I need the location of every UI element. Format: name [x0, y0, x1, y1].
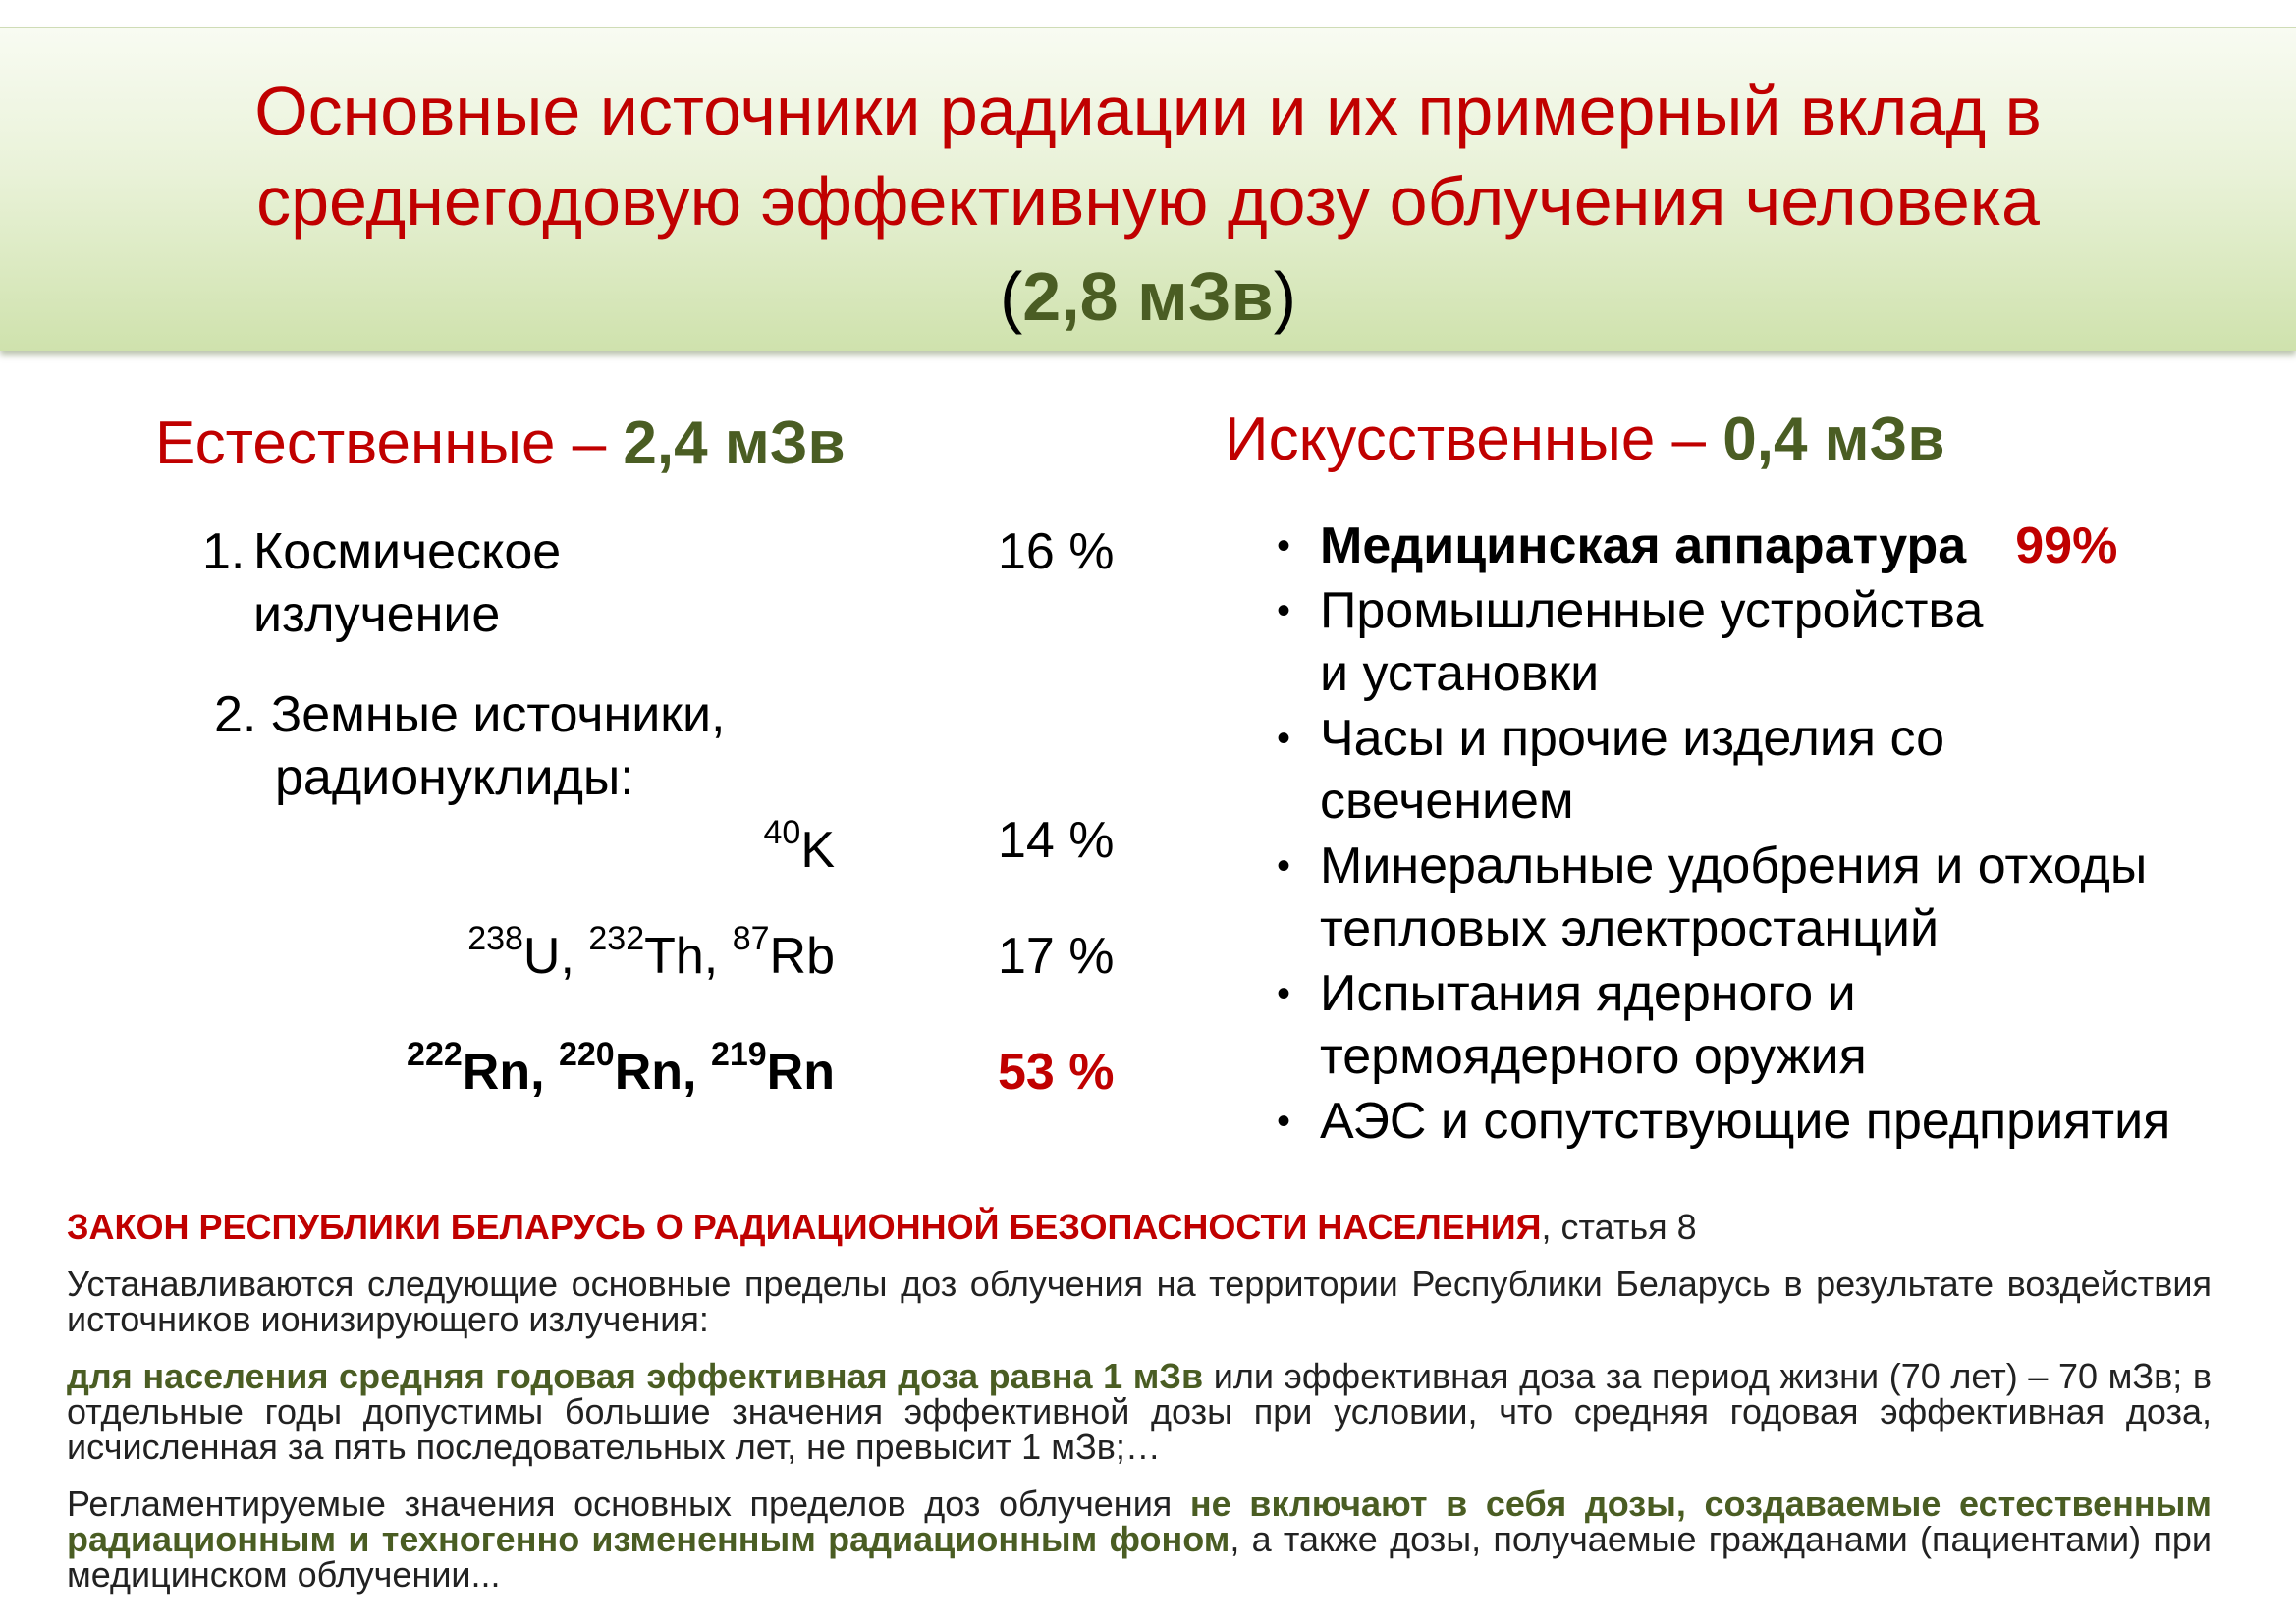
bullet-icon: • [1277, 972, 1291, 1015]
cosmic-item-number: 1. [202, 523, 246, 580]
rn222-symbol: Rn, [462, 1044, 559, 1101]
dose-open-paren: ( [999, 258, 1023, 335]
medical-label: Медицинская аппаратура [1320, 517, 1967, 574]
list-item-npp [1277, 1090, 2278, 1153]
list-item-fertilizers [1277, 835, 2278, 960]
fertilizers-line-1: Минеральные удобрения и отходы [1320, 838, 2148, 894]
slide-title [0, 28, 2296, 246]
cosmic-item-line-2: излучение [253, 586, 501, 643]
fertilizers-line-2: тепловых электростанций [1320, 900, 1939, 957]
title-line-2: среднегодовую эффективную дозу облучения человека [256, 163, 2040, 240]
law-paragraph-2-rest: или эффективная доза за период жизни (70 лет) – 70 мЗв; в отдельные годы допустимы большие значения эффективной дозы при условии, что средняя годовая эффективная доза, исчисленная за пять последовательных лет, не превысит 1 мЗв;… [67, 1356, 2212, 1467]
k-mass: 40 [763, 814, 801, 851]
bullet-icon: • [1277, 524, 1291, 568]
terrestrial-item-line-1: 2. Земные источники, [214, 686, 726, 743]
law-paragraph-3-start: Регламентируемые значения основных пределов доз облучения [67, 1484, 1190, 1524]
cosmic-item-line-1: Космическое [253, 523, 562, 580]
u-symbol: U, [522, 928, 589, 985]
rn219-symbol: Rn [766, 1044, 835, 1101]
law-paragraph-3-emphasis: не включают в себя дозы, создаваемые естественным радиационным и техногенно измененным радиационным фоном [67, 1484, 2212, 1559]
title-line-1: Основные источники радиации и их примерный вклад в [254, 73, 2042, 149]
th-symbol: Th, [644, 928, 733, 985]
industrial-line-1: Промышленные устройства [1320, 582, 1984, 639]
potassium-percent: 14 % [998, 812, 1115, 869]
bullet-icon: • [1277, 717, 1291, 760]
weapons-line-2: термоядерного оружия [1320, 1028, 1867, 1085]
bullet-icon: • [1277, 844, 1291, 888]
dose-close-paren: ) [1273, 258, 1297, 335]
natural-dose-value: 2,4 мЗв [623, 409, 846, 477]
rn222-mass: 222 [407, 1036, 463, 1073]
law-paragraph-2-emphasis: для населения средняя годовая эффективная доза равна 1 мЗв [67, 1356, 1204, 1396]
npp-label: АЭС и сопутствующие предприятия [1320, 1093, 2171, 1150]
law-heading [67, 1207, 2212, 1247]
cosmic-percent: 16 % [998, 523, 1115, 580]
list-item-luminous [1277, 707, 2278, 833]
law-article: , статья 8 [1541, 1207, 1697, 1247]
artificial-sources-list [1277, 514, 2278, 1155]
terrestrial-item-line-2: радионуклиды: [275, 749, 634, 806]
industrial-line-2: и установки [1320, 645, 1600, 702]
bullet-icon: • [1277, 1100, 1291, 1143]
k-symbol: K [800, 822, 835, 879]
radon-label [147, 1036, 835, 1104]
law-title: ЗАКОН РЕСПУБЛИКИ БЕЛАРУСЬ О РАДИАЦИОННОЙ БЕЗОПАСНОСТИ НАСЕЛЕНИЯ [67, 1207, 1542, 1247]
luminous-line-1: Часы и прочие изделия со [1320, 710, 1945, 767]
law-paragraph-1: Устанавливаются следующие основные пределы доз облучения на территории Республики Беларусь в результате воздействия источников ионизирующего излучения: [67, 1264, 2212, 1339]
law-paragraph-2 [67, 1356, 2212, 1467]
u-th-rb-percent: 17 % [998, 928, 1115, 985]
law-paragraph-3 [67, 1484, 2212, 1595]
artificial-dose-value: 0,4 мЗв [1722, 406, 1945, 473]
u-th-rb-label [147, 920, 835, 988]
medical-percent: 99% [2015, 517, 2118, 574]
luminous-line-2: свечением [1320, 773, 1574, 830]
rn220-symbol: Rn, [614, 1044, 711, 1101]
rn220-mass: 220 [558, 1036, 615, 1073]
rb-mass: 87 [732, 920, 770, 957]
bullet-icon: • [1277, 589, 1291, 632]
law-paragraph-3-end: , а также дозы, получаемые гражданами (пациентами) при медицинском облучении... [67, 1519, 2212, 1595]
artificial-sources-heading [1225, 401, 1945, 479]
natural-sources-heading [155, 405, 846, 483]
total-dose [0, 252, 2296, 341]
u-mass: 238 [467, 920, 523, 957]
rb-symbol: Rb [769, 928, 835, 985]
list-item-industrial [1277, 579, 2278, 705]
natural-heading-label: Естественные – [155, 409, 624, 477]
total-dose-value: 2,8 мЗв [1022, 258, 1274, 335]
weapons-line-1: Испытания ядерного и [1320, 965, 1856, 1022]
radon-percent: 53 % [998, 1044, 1115, 1101]
potassium-label [147, 814, 835, 882]
artificial-heading-label: Искусственные – [1225, 406, 1723, 473]
th-mass: 232 [588, 920, 645, 957]
list-item-weapons [1277, 962, 2278, 1088]
title-banner [0, 27, 2296, 351]
law-excerpt [67, 1207, 2212, 1614]
rn219-mass: 219 [710, 1036, 767, 1073]
list-item-medical [1277, 514, 2278, 577]
